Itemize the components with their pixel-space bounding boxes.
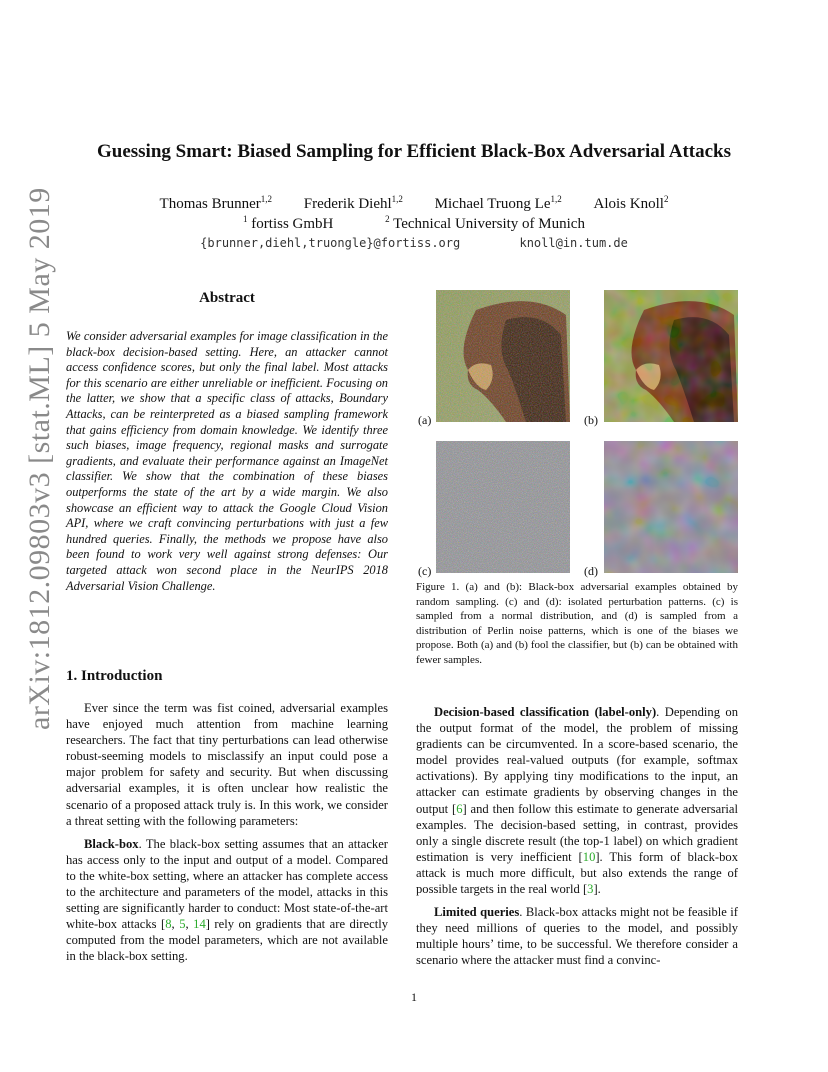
left-column-text: [66, 700, 388, 972]
paragraph: Limited queries. Black-box attacks might not be feasible if they need millions of queries to the model, and possibly multiple hours’ time, to be successful. We therefore consider a scenario where the attacker must find a convinc-: [416, 905, 738, 968]
paragraph: Black-box. The black-box setting assumes that an attacker has access only to the input and output of a model. Compared to the white-box setting, where an attacker has complete access to the architecture and parameters of the model, attacks in this setting are significantly harder to conduct: Most state-of-the-art white-box attacks [8, 5, 14] rely on gradients that are directly computed from the model parameters, which are not available in the black-box setting.: [66, 836, 388, 964]
citation-link[interactable]: 3: [587, 882, 594, 897]
author: Frederik Diehl$^{1,2}$: [303, 194, 403, 212]
email: {brunner,diehl,truongle}@fortiss.org: [200, 236, 461, 250]
abstract-heading: Abstract: [199, 290, 255, 306]
figure-label-b: (b): [584, 413, 598, 427]
citation-link[interactable]: 6: [456, 801, 463, 816]
section-heading-introduction: 1. Introduction: [66, 668, 163, 684]
abstract-text: We consider adversarial examples for image classification in the black-box decision-based setting. Here, an attacker cannot access confidence scores, but only the final label. Most attacks for this scenario are either unreliable or inefficient. Focusing on the latter, we show that a specific class of attacks, Boundary Attacks, can be reinterpreted as a biased sampling framework that gains efficiency from domain knowledge. We identify three such biases, image frequency, regional masks and surrogate gradients, and evaluate their performance against an ImageNet classifier. We show that the combination of these biases outperforms the state of the art by a wide margin. We also showcase an efficient way to attack the Google Cloud Vision API, where we craft convincing perturbations with just a few hundred queries. Finally, the methods we propose have also been found to work very well against strong defenses: Our targeted attack won second place in the NeurIPS 2018 Adversarial Vision Challenge.: [66, 329, 388, 593]
affiliation: $^1$ fortiss GmbH: [243, 214, 334, 232]
citation-link[interactable]: 10: [582, 849, 596, 864]
paragraph: Decision-based classification (label-only). Depending on the output format of the model, the problem of missing gradients can be circumvented. In a score-based scenario, the model provides real-valued outputs (for example, softmax activations). By applying tiny modifications to the input, an attacker can estimate gradients by observing changes in the output [6] and then follow this estimate to generate adversarial examples. The decision-based setting, in contrast, provides only a single discrete result (the top-1 label) on which gradient estimation is very inefficient [10]. This form of black-box attack is much more difficult, but also extends the range of possible targets in the real world [3].: [416, 705, 739, 897]
right-column-text: [416, 704, 738, 976]
author: Michael Truong Le$^{1,2}$: [434, 194, 562, 212]
citation-link[interactable]: 8: [165, 917, 172, 932]
figure-label-a: (a): [418, 413, 432, 427]
paragraph: Ever since the term was fist coined, adversarial examples have enjoyed much attention from machine learning researchers. The fact that tiny perturbations can lead otherwise robust-seeming models to misclassify an input could pose a major problem for safety and security. But when discussing adversarial examples, it is often unclear how realistic the scenario of a proposed attack truly is. In this work, we consider a threat setting with the following parameters:: [66, 701, 388, 828]
figure-1c-normal-noise: [436, 441, 570, 573]
citation-link[interactable]: 14: [193, 917, 206, 932]
email: knoll@in.tum.de: [519, 236, 628, 250]
figure-1b-lion-image: [604, 290, 738, 422]
paper-title: Guessing Smart: Biased Sampling for Efficient Black-Box Adversarial Attacks: [96, 141, 732, 162]
author: Alois Knoll$^2$: [593, 194, 669, 212]
page-number: 1: [411, 990, 417, 1004]
figure-label-c: (c): [418, 564, 432, 578]
affiliation-list: [0, 214, 828, 233]
author-list: [0, 194, 828, 213]
author: Thomas Brunner$^{1,2}$: [159, 194, 273, 212]
figure-1a-lion-image: [436, 290, 570, 422]
figure-label-d: (d): [584, 564, 598, 578]
figure-1d-perlin-noise: [604, 441, 738, 573]
citation-link[interactable]: 5: [179, 917, 186, 932]
affiliation: $^2$ Technical University of Munich: [385, 214, 585, 232]
arxiv-sidebar-id: arXiv:1812.09803v3 [stat.ML] 5 May 2019: [23, 187, 56, 730]
email-list: [0, 236, 828, 250]
figure-1-caption: Figure 1. (a) and (b): Black-box adversarial examples obtained by random sampling. (c) and (d): isolated perturbation patterns. (c) is sampled from a normal distribution, and (d) is sampled from a distribution of Perlin noise patterns, which is one of the biases we propose. Both (a) and (b) fool the classifier, but (b) can be obtained with fewer samples.: [416, 581, 738, 666]
